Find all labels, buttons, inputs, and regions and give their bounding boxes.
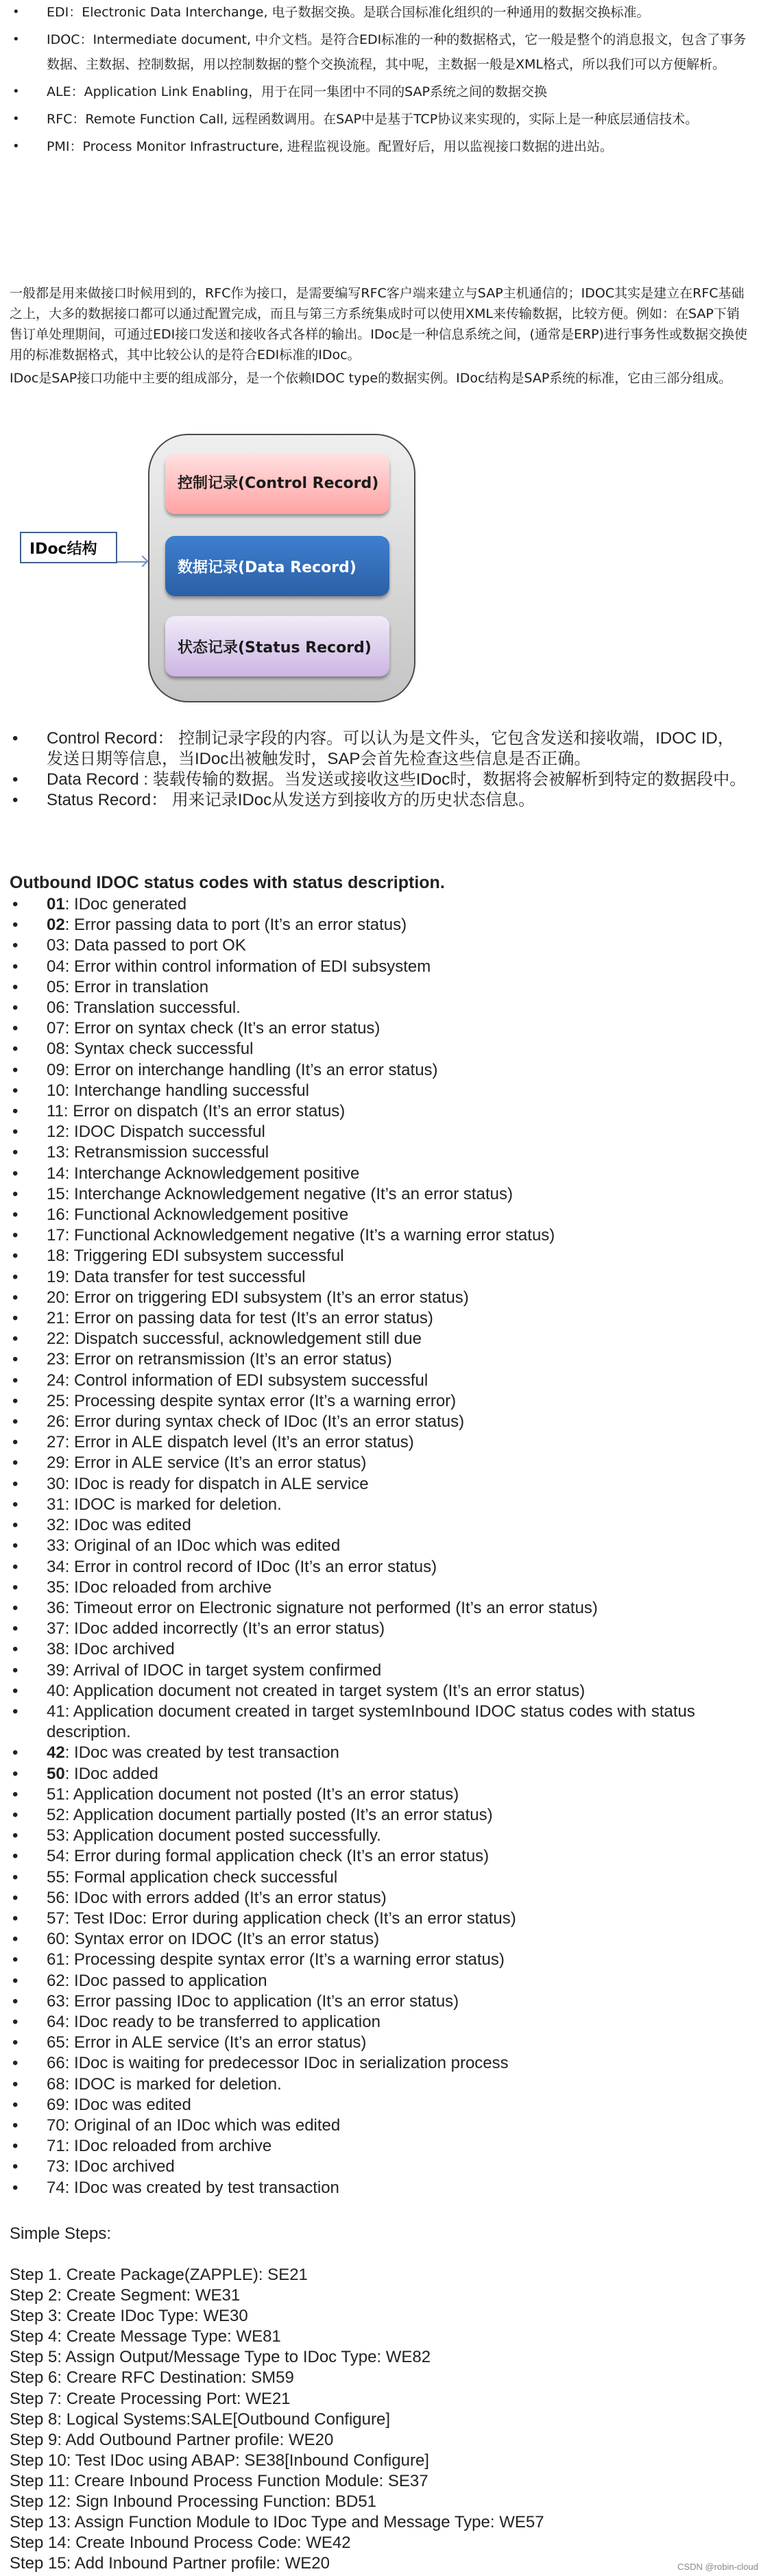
status-code: 21 <box>47 1309 65 1328</box>
status-code-item <box>0 1826 761 1846</box>
status-code: 32 <box>47 1516 65 1535</box>
data-record-box: 数据记录(Data Record) <box>165 536 389 596</box>
data-record-description: • Data Record : 装载传输的数据。当发送或接收这些IDoc时，数据将会被解析到特定的数据段中。 <box>0 770 761 790</box>
status-code-item <box>0 1950 761 1970</box>
status-code: 05 <box>47 977 65 996</box>
status-code: 15 <box>47 1184 65 1203</box>
step-item: Step 15: Add Inbound Partner profile: WE20 <box>10 2554 330 2573</box>
term-ale: • ALE：Application Link Enabling，用于在同一集团中不同的SAP系统之间的数据交换 <box>0 79 761 104</box>
status-code-item <box>0 1536 761 1556</box>
status-code: 55 <box>47 1867 65 1887</box>
status-description: : IDoc is ready for dispatch in ALE service <box>64 1474 369 1493</box>
status-code-item <box>0 957 761 977</box>
status-codes-heading: Outbound IDOC status codes with status description. <box>10 873 445 892</box>
intro-paragraph: 一般都是用来做接口时候用到的，RFC作为接口，是需要编写RFC客户端来建立与SAP主机通信的；IDOC其实是建立在RFC基础之上，大多的数据接口都可以通过配置完成，而且与第三方系统集成时可以使用XML来传输数据，比较方便。例如：在SAP下销售订单处理期间，可通过EDI接口发送和接收各式各样的输出。IDoc是一种信息系统之间，(通常是ERP)进行事务性或数据交换使用的标准数据格式，其中比较公认的是符合EDI标准的IDoc。 <box>10 286 748 363</box>
status-code-item <box>0 1164 761 1184</box>
status-code-item <box>0 977 761 998</box>
status-code: 51 <box>47 1784 65 1804</box>
status-code-item <box>0 1184 761 1205</box>
status-codes-list <box>0 894 761 2198</box>
status-code-item <box>0 1515 761 1536</box>
status-code: 70 <box>47 2115 65 2135</box>
status-code-item <box>0 1929 761 1950</box>
status-code: 24 <box>47 1371 65 1390</box>
control-record-description: • Control Record： 控制记录字段的内容。可以认为是文件头，它包含发送和接收端，IDOC ID，发送日期等信息，当IDoc出被触发时，SAP会首先检查这些信息是否正确。 <box>0 728 761 770</box>
status-code: 08 <box>47 1040 65 1059</box>
status-code-item <box>0 1246 761 1266</box>
status-description: : Retransmission successful <box>64 1143 269 1162</box>
status-description: : Error on triggering EDI subsystem (It’s an error status) <box>64 1288 469 1307</box>
status-description: : Data passed to port OK <box>64 936 246 955</box>
status-code-item <box>0 1432 761 1453</box>
status-code-item <box>0 1122 761 1142</box>
status-code: 63 <box>47 1991 65 2011</box>
status-code-item <box>0 1060 761 1081</box>
status-description: : Error passing data to port (It’s an error status) <box>64 916 407 935</box>
status-description: : Error in ALE service (It’s an error status) <box>64 2033 367 2052</box>
status-code: 68 <box>47 2074 65 2094</box>
status-code: 73 <box>47 2157 65 2176</box>
status-code: 29 <box>47 1453 65 1473</box>
intro-terms-list <box>0 0 761 162</box>
record-descriptions-list <box>0 728 761 811</box>
status-code: 56 <box>47 1888 65 1907</box>
status-code-item <box>0 1081 761 1101</box>
status-description: : Error on retransmission (It’s an error status) <box>64 1350 392 1369</box>
status-code: 65 <box>47 2033 65 2052</box>
status-code: 26 <box>47 1412 65 1432</box>
status-code: 22 <box>47 1329 65 1349</box>
step-item: Step 7: Create Processing Port: WE21 <box>10 2389 291 2408</box>
status-code-item <box>0 1391 761 1412</box>
status-code: 27 <box>47 1433 65 1452</box>
status-description: : Test IDoc: Error during application check (It’s an error status) <box>64 1909 516 1928</box>
status-code-item <box>0 1474 761 1495</box>
status-description: : IDoc added incorrectly (It’s an error status) <box>64 1619 385 1639</box>
status-code-item <box>0 1039 761 1059</box>
status-description: : IDOC is marked for deletion. <box>64 1495 282 1514</box>
status-code: 53 <box>47 1826 65 1845</box>
status-code-item <box>0 1142 761 1163</box>
status-description: : Formal application check successful <box>64 1867 338 1887</box>
status-code: 42 <box>47 1743 65 1763</box>
status-code-item <box>0 1991 761 2012</box>
status-code-item <box>0 1888 761 1909</box>
status-code: 19 <box>47 1267 65 1286</box>
status-code-item <box>0 935 761 956</box>
status-description: : Error on passing data for test (It’s an error status) <box>64 1309 433 1328</box>
status-code: 54 <box>47 1847 65 1866</box>
watermark: CSDN @robin-cloud <box>677 2562 758 2572</box>
status-code-item <box>0 1371 761 1391</box>
status-code-item <box>0 1598 761 1619</box>
steps-list <box>10 2265 544 2574</box>
status-code-item <box>0 2115 761 2136</box>
status-code-item <box>0 1453 761 1473</box>
status-description: : IDoc was edited <box>64 1516 191 1535</box>
status-description: : Functional Acknowledgement negative (It’s a warning error status) <box>64 1226 555 1245</box>
status-code: 06 <box>47 998 65 1018</box>
status-code: 52 <box>47 1805 65 1824</box>
status-code: 10 <box>47 1081 65 1100</box>
status-description: : IDoc archived <box>64 2157 175 2176</box>
status-description: : Error passing IDoc to application (It’s an error status) <box>64 1991 459 2011</box>
status-description: : Arrival of IDOC in target system confirmed <box>64 1660 382 1680</box>
status-description: : IDOC Dispatch successful <box>64 1123 265 1142</box>
status-code-item <box>0 1349 761 1370</box>
status-code-item <box>0 915 761 935</box>
status-code: 04 <box>47 957 65 976</box>
status-description: : Original of an IDoc which was edited <box>64 2115 341 2135</box>
status-description: : Original of an IDoc which was edited <box>64 1536 341 1556</box>
status-description: : Dispatch successful, acknowledgement still due <box>64 1329 422 1349</box>
step-item: Step 4: Create Message Type: WE81 <box>10 2327 281 2346</box>
status-description: : Application document not created in target system (It’s an error status) <box>64 1681 585 1700</box>
term-idoc: • IDOC：Intermediate document, 中介文档。是符合EDI标准的一种的数据格式，它一般是整个的消息报文，包含了事务数据、主数据、控制数据，用以控制数据的整个交换流程，其中呢，主数据一般是XML格式，所以我们可以方便解析。 <box>0 27 761 77</box>
status-code: 30 <box>47 1474 65 1493</box>
status-description: : Interchange Acknowledgement positive <box>64 1164 360 1183</box>
status-description: : Application document partially posted (It’s an error status) <box>64 1805 493 1824</box>
status-code-item <box>0 1308 761 1329</box>
status-code-item <box>0 1205 761 1225</box>
status-description: : Application document not posted (It’s an error status) <box>64 1784 459 1804</box>
status-description: : IDOC is marked for deletion. <box>64 2074 282 2094</box>
idoc-structure-paragraph: IDoc是SAP接口功能中主要的组成部分，是一个依赖IDOC type的数据实例。IDoc结构是SAP系统的标准，它由三部分组成。 <box>10 371 732 386</box>
status-description: : IDoc archived <box>64 1640 175 1659</box>
status-code: 41 <box>47 1702 65 1721</box>
status-description: : Timeout error on Electronic signature not performed (It’s an error status) <box>64 1598 598 1617</box>
status-description: : IDoc reloaded from archive <box>64 1578 272 1597</box>
status-code: 20 <box>47 1288 65 1307</box>
status-code-item <box>0 1557 761 1578</box>
status-description: : Triggering EDI subsystem successful <box>64 1247 344 1266</box>
status-code-item <box>0 1578 761 1598</box>
status-code-item <box>0 1660 761 1681</box>
status-code: 11 <box>47 1102 64 1121</box>
status-code: 07 <box>47 1019 65 1038</box>
status-code: 36 <box>47 1598 65 1617</box>
status-code-item <box>0 1867 761 1888</box>
step-item: Step 14: Create Inbound Process Code: WE42 <box>10 2534 351 2553</box>
status-code: 33 <box>47 1536 65 1556</box>
status-code: 50 <box>47 1764 65 1783</box>
status-code-item <box>0 2136 761 2157</box>
arrow-right-icon <box>137 556 149 567</box>
status-code-item <box>0 1267 761 1288</box>
step-item: Step 9: Add Outbound Partner profile: WE20 <box>10 2430 334 2449</box>
status-code-item <box>0 2074 761 2095</box>
status-description: : Application document posted successfully. <box>64 1826 381 1845</box>
status-code-item <box>0 1225 761 1246</box>
status-code-item <box>0 998 761 1018</box>
status-code: 18 <box>47 1247 65 1266</box>
step-item: Step 8: Logical Systems:SALE[Outbound Configure] <box>10 2409 390 2429</box>
status-code: 02 <box>47 916 65 935</box>
status-code: 25 <box>47 1391 65 1410</box>
status-description: : Error in translation <box>64 977 209 996</box>
status-description: : Error during formal application check (It’s an error status) <box>64 1847 490 1866</box>
idoc-structure-label: IDoc结构 <box>20 532 117 563</box>
status-description: : Functional Acknowledgement positive <box>64 1205 349 1225</box>
status-description: : IDoc generated <box>64 895 187 913</box>
status-code-item <box>0 2033 761 2053</box>
idoc-structure-diagram <box>0 411 761 713</box>
status-description: : Error on interchange handling (It’s an error status) <box>64 1060 438 1079</box>
status-code: 38 <box>47 1640 65 1659</box>
status-code-item <box>0 2178 761 2198</box>
status-description: : Interchange Acknowledgement negative (It’s an error status) <box>64 1184 513 1203</box>
status-description: : IDoc is waiting for predecessor IDoc in serialization process <box>64 2054 509 2073</box>
status-code-item <box>0 1909 761 1929</box>
status-record-box: 状态记录(Status Record) <box>165 616 389 676</box>
status-description: : Interchange handling successful <box>64 1081 309 1100</box>
status-description: : Processing despite syntax error (It’s a warning error) <box>64 1391 457 1410</box>
status-code-item <box>0 1764 761 1784</box>
status-description: : Data transfer for test successful <box>64 1267 306 1286</box>
status-record-description: • Status Record： 用来记录IDoc从发送方到接收方的历史状态信息。 <box>0 790 761 811</box>
status-description: : IDoc reloaded from archive <box>64 2137 272 2156</box>
steps-heading: Simple Steps: <box>10 2224 112 2243</box>
status-code-item <box>0 1619 761 1639</box>
status-description: : Error on dispatch (It’s an error status) <box>63 1102 346 1121</box>
status-code-item <box>0 1743 761 1763</box>
status-code-item <box>0 1101 761 1122</box>
status-description: : IDoc was created by test transaction <box>64 2178 339 2197</box>
step-item: Step 3: Create IDoc Type: WE30 <box>10 2307 248 2326</box>
step-item: Step 5: Assign Output/Message Type to IDoc Type: WE82 <box>10 2348 431 2367</box>
status-code: 31 <box>47 1495 65 1514</box>
status-code: 39 <box>47 1660 65 1680</box>
status-code: 37 <box>47 1619 65 1639</box>
status-code-item <box>0 1288 761 1308</box>
status-code: 01 <box>47 895 65 913</box>
status-code: 64 <box>47 2012 65 2031</box>
status-code: 62 <box>47 1971 65 1990</box>
status-description: : Application document created in target systemInbound IDOC status codes with status description. <box>47 1702 695 1742</box>
status-code: 23 <box>47 1350 65 1369</box>
status-code-item <box>0 2053 761 2074</box>
status-code-item <box>0 894 761 915</box>
status-code-item <box>0 1018 761 1039</box>
status-code-item <box>0 2157 761 2177</box>
status-code-item <box>0 1681 761 1702</box>
step-item: Step 1. Create Package(ZAPPLE): SE21 <box>10 2266 308 2284</box>
status-code: 17 <box>47 1226 65 1245</box>
status-description: : IDoc was edited <box>64 2095 191 2114</box>
status-description: : Syntax check successful <box>64 1040 254 1059</box>
term-pmi: • PMI：Process Monitor Infrastructure, 进程监视设施。配置好后，用以监视接口数据的进出站。 <box>0 134 761 159</box>
status-description: : Translation successful. <box>64 998 241 1018</box>
status-code-item <box>0 1412 761 1432</box>
term-edi: • EDI：Electronic Data Interchange, 电子数据交换。是联合国标准化组织的一种通用的数据交换标准。 <box>0 0 761 25</box>
step-item: Step 6: Creare RFC Destination: SM59 <box>10 2368 294 2388</box>
status-code: 66 <box>47 2054 65 2073</box>
term-rfc: • RFC：Remote Function Call, 远程函数调用。在SAP中是基于TCP协议来实现的，实际上是一种底层通信技术。 <box>0 107 761 132</box>
status-description: : IDoc with errors added (It’s an error status) <box>64 1888 387 1907</box>
status-description: : Error in control record of IDoc (It’s an error status) <box>64 1557 437 1576</box>
status-code: 40 <box>47 1681 65 1700</box>
status-description: : IDoc passed to application <box>64 1971 267 1990</box>
status-description: : Syntax error on IDOC (It’s an error status) <box>64 1930 380 1949</box>
status-code-item <box>0 1495 761 1515</box>
status-description: : IDoc ready to be transferred to application <box>64 2012 380 2031</box>
step-item: Step 10: Test IDoc using ABAP: SE38[Inbound Configure] <box>10 2451 429 2470</box>
status-code: 03 <box>47 936 65 955</box>
step-item: Step 2: Create Segment: WE31 <box>10 2286 241 2305</box>
status-code: 13 <box>47 1143 65 1162</box>
status-code: 35 <box>47 1578 65 1597</box>
status-code: 57 <box>47 1909 65 1928</box>
status-code-item <box>0 1639 761 1660</box>
status-code: 74 <box>47 2178 65 2197</box>
status-description: : Control information of EDI subsystem successful <box>64 1371 428 1390</box>
status-description: : Error during syntax check of IDoc (It’s an error status) <box>64 1412 465 1432</box>
status-code-item <box>0 1805 761 1826</box>
status-code-item <box>0 2012 761 2033</box>
status-code: 60 <box>47 1930 65 1949</box>
status-description: : Error in ALE dispatch level (It’s an error status) <box>64 1433 414 1452</box>
status-code-item <box>0 1846 761 1867</box>
status-description: : Error in ALE service (It’s an error status) <box>64 1453 367 1473</box>
status-code: 14 <box>47 1164 65 1183</box>
status-code-item <box>0 1971 761 1991</box>
status-code: 61 <box>47 1950 65 1970</box>
status-description: : IDoc added <box>64 1764 158 1783</box>
status-code-item <box>0 2095 761 2115</box>
status-code: 34 <box>47 1557 65 1576</box>
status-description: : Processing despite syntax error (It’s a warning error status) <box>64 1950 505 1970</box>
status-code: 16 <box>47 1205 65 1225</box>
status-description: : Error on syntax check (It’s an error status) <box>64 1019 380 1038</box>
step-item: Step 12: Sign Inbound Processing Function: BD51 <box>10 2492 377 2512</box>
step-item: Step 13: Assign Function Module to IDoc Type and Message Type: WE57 <box>10 2513 544 2532</box>
control-record-box: 控制记录(Control Record) <box>165 454 389 514</box>
status-code: 12 <box>47 1123 65 1142</box>
status-code-item <box>0 1329 761 1349</box>
status-description: : IDoc was created by test transaction <box>64 1743 339 1763</box>
status-description: : Error within control information of EDI subsystem <box>64 957 431 976</box>
status-code: 69 <box>47 2095 65 2114</box>
status-code-item <box>0 1784 761 1805</box>
step-item: Step 11: Creare Inbound Process Function Module: SE37 <box>10 2471 428 2490</box>
status-code: 09 <box>47 1060 65 1079</box>
status-code: 71 <box>47 2137 65 2156</box>
status-code-item <box>0 1702 761 1743</box>
